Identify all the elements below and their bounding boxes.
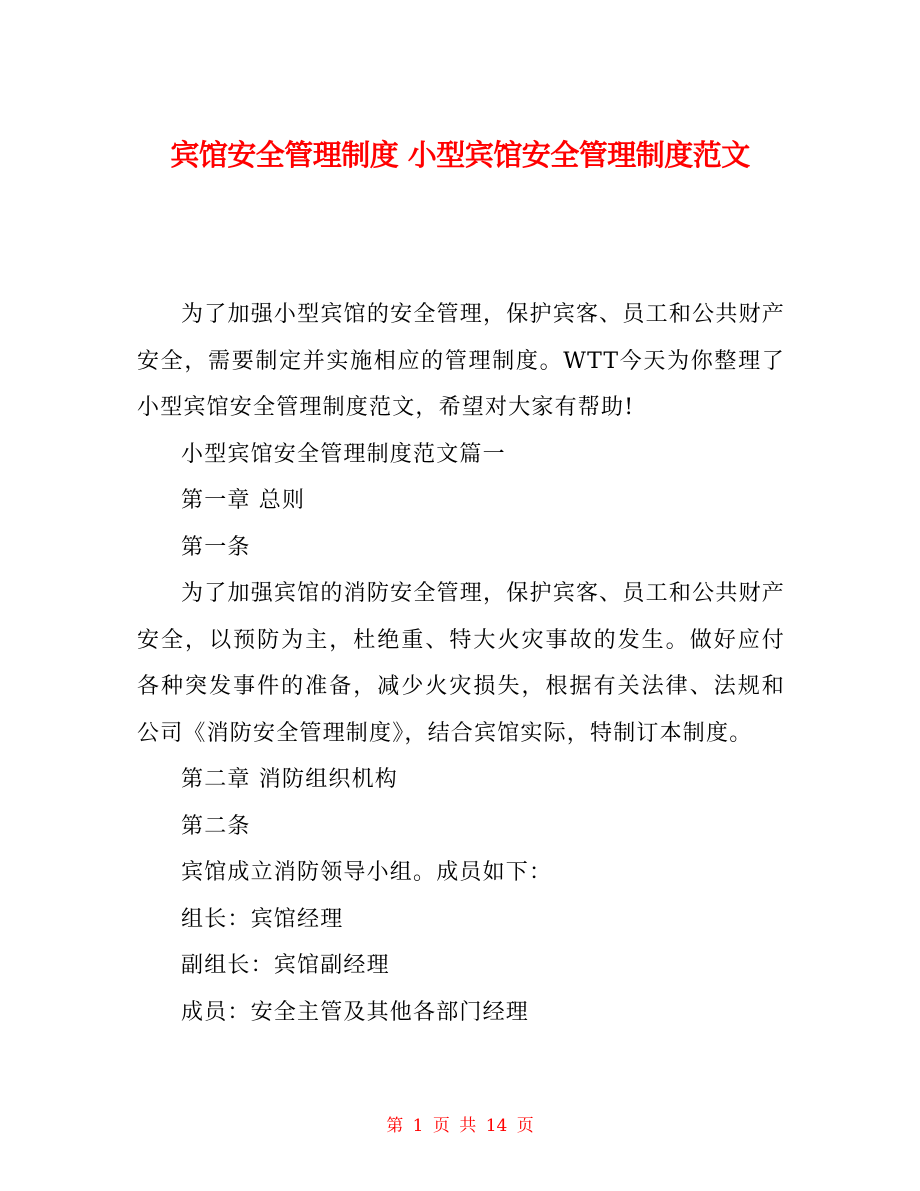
list-item: 组长：宾馆经理	[181, 906, 344, 932]
chapter-heading: 第二章 消防组织机构	[181, 767, 398, 792]
article-heading: 第一条	[181, 534, 251, 560]
intro-paragraph: 为了加强小型宾馆的安全管理，保护宾客、员工和公共财产安全，需要制定并实施相应的管理制度。WTT今天为你整理了小型宾馆安全管理制度范文，希望对大家有帮助!	[137, 302, 785, 420]
page-title: 宾馆安全管理制度 小型宾馆安全管理制度范文	[170, 138, 750, 173]
section-heading: 小型宾馆安全管理制度范文篇一	[181, 441, 506, 467]
page-footer: 第 1 页 共 14 页	[386, 1116, 534, 1136]
document-body	[137, 292, 785, 1036]
chapter-heading: 第一章 总则	[181, 488, 306, 513]
list-item: 成员：安全主管及其他各部门经理	[181, 999, 530, 1025]
list-item: 副组长：宾馆副经理	[181, 953, 390, 978]
article-heading: 第二条	[181, 813, 251, 839]
article-paragraph: 宾馆成立消防领导小组。成员如下：	[181, 860, 553, 885]
article-paragraph: 为了加强宾馆的消防安全管理，保护宾客、员工和公共财产安全，以预防为主，杜绝重、特大火灾事故的发生。做好应付各种突发事件的准备，减少火灾损失，根据有关法律、法规和公司《消防安全管理制度》，结合宾馆实际，特制订本制度。	[137, 581, 785, 746]
